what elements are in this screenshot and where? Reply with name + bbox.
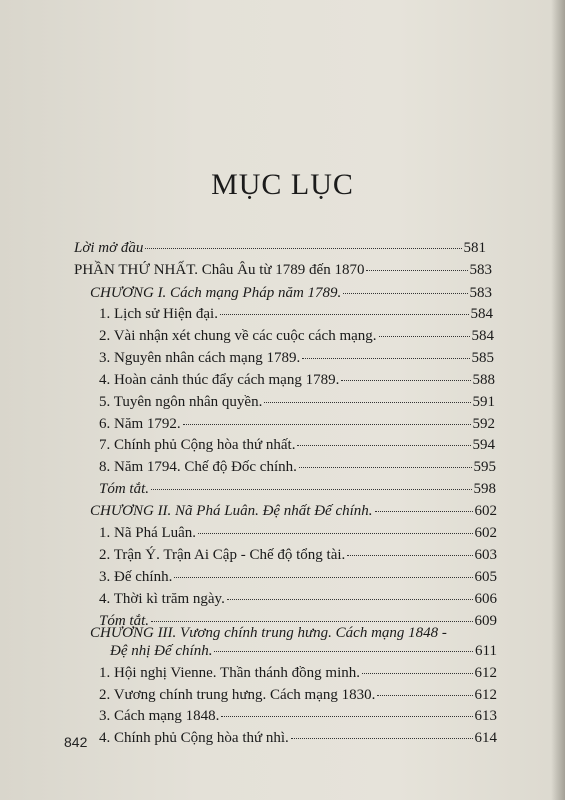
chapter-heading-line: CHƯƠNG III. Vương chính trung hưng. Cách mạng 1848 - [90,625,447,641]
toc-entry-page: 613 [474,708,497,724]
page-title: MỤC LỤC [211,168,354,201]
toc-entry-label: Tóm tắt. [99,613,150,629]
toc-entry [99,372,495,389]
toc-entry-page: 611 [475,643,497,659]
leader-dots [214,651,473,652]
toc-entry [90,285,492,302]
toc-entry-label: 2. Vài nhận xét chung về các cuộc cách mạng. [99,328,377,344]
toc-entry [99,394,495,411]
toc-entry [99,708,497,725]
leader-dots [299,467,472,468]
toc-entry [99,569,497,586]
toc-entry-page: 614 [474,730,497,746]
toc-entry-label: 6. Năm 1792. [99,416,181,432]
toc-entry-label: 3. Nguyên nhân cách mạng 1789. [99,350,301,366]
toc-entry [99,459,496,476]
toc-entry [99,306,493,323]
toc-entry-page: 609 [474,613,497,629]
toc-entry-page: 603 [474,547,497,563]
toc-entry-label: 7. Chính phủ Cộng hòa thứ nhất. [99,437,296,453]
toc-entry-page: 592 [472,416,495,432]
toc-entry-page: 602 [474,503,497,519]
toc-entry-page: 598 [473,481,496,497]
toc-entry-page: 595 [473,459,496,475]
toc-entry [74,240,486,257]
toc-entry-page: 605 [474,569,497,585]
leader-dots [145,248,461,249]
leader-dots [362,673,472,674]
toc-entry-label: 4. Chính phủ Cộng hòa thứ nhì. [99,730,289,746]
leader-dots [220,314,469,315]
toc-entry [99,328,494,345]
toc-entry-label: 2. Trận Ý. Trận Ai Cập - Chế độ tổng tài. [99,547,346,563]
toc-entry [90,503,497,520]
toc-entry-label: 8. Năm 1794. Chế độ Đốc chính. [99,459,297,475]
toc-entry [99,547,497,564]
toc-entry [74,262,492,279]
toc-entry-label: CHƯƠNG I. Cách mạng Pháp năm 1789. [90,285,342,301]
toc-entry-page: 594 [472,437,495,453]
leader-dots [343,293,467,294]
toc-entry [99,687,497,704]
toc-entry-label: 3. Đế chính. [99,569,173,585]
toc-entry-page: 612 [474,665,497,681]
toc-entry-page: 585 [471,350,494,366]
toc-entry-label: 1. Nã Phá Luân. [99,525,197,541]
bleed-through-texture [300,55,500,125]
leader-dots [221,716,472,717]
leader-dots [174,577,472,578]
toc-entry-label: 1. Hội nghị Vienne. Thần thánh đồng minh. [99,665,361,681]
toc-entry-page: 583 [469,262,492,278]
leader-dots [377,695,472,696]
toc-entry-label: 3. Cách mạng 1848. [99,708,220,724]
toc-entry-page: 588 [472,372,495,388]
toc-entry-label: 4. Hoàn cảnh thúc đẩy cách mạng 1789. [99,372,340,388]
leader-dots [366,270,467,271]
toc-entry-label: 5. Tuyên ngôn nhân quyền. [99,394,263,410]
leader-dots [264,402,470,403]
toc-entry [110,643,497,660]
toc-entry-label: Đệ nhị Đế chính. [110,643,213,659]
leader-dots [297,445,470,446]
leader-dots [227,599,473,600]
leader-dots [151,489,471,490]
toc-entry-page: 581 [463,240,486,256]
leader-dots [302,358,469,359]
toc-entry-page: 591 [472,394,495,410]
toc-entry-page: 584 [470,306,493,322]
toc-entry-page: 612 [474,687,497,703]
toc-entry [99,416,495,433]
toc-entry-page: 584 [471,328,494,344]
leader-dots [375,511,473,512]
toc-entry [99,350,494,367]
toc-entry [99,730,497,747]
leader-dots [347,555,472,556]
toc-entry-label: Lời mở đầu [74,240,144,256]
toc-entry [99,591,497,608]
toc-entry-page: 606 [474,591,497,607]
toc-entry-page: 602 [474,525,497,541]
leader-dots [291,738,473,739]
leader-dots [183,424,471,425]
toc-entry [99,481,496,498]
leader-dots [151,621,472,622]
leader-dots [198,533,472,534]
leader-dots [341,380,470,381]
toc-entry-page: 583 [469,285,492,301]
toc-entry-label: 4. Thời kì trăm ngày. [99,591,225,607]
toc-entry-label: CHƯƠNG II. Nã Phá Luân. Đệ nhất Đế chính. [90,503,373,519]
toc-entry [99,525,497,542]
leader-dots [379,336,470,337]
page-number: 842 [64,734,88,750]
toc-entry-label: Tóm tắt. [99,481,150,497]
toc-entry [99,437,495,454]
toc-entry [99,665,497,682]
toc-entry-label: 1. Lịch sử Hiện đại. [99,306,218,322]
toc-entry-label: PHẦN THỨ NHẤT. Châu Âu từ 1789 đến 1870 [74,262,365,278]
toc-entry-label: 2. Vương chính trung hưng. Cách mạng 1830. [99,687,376,703]
